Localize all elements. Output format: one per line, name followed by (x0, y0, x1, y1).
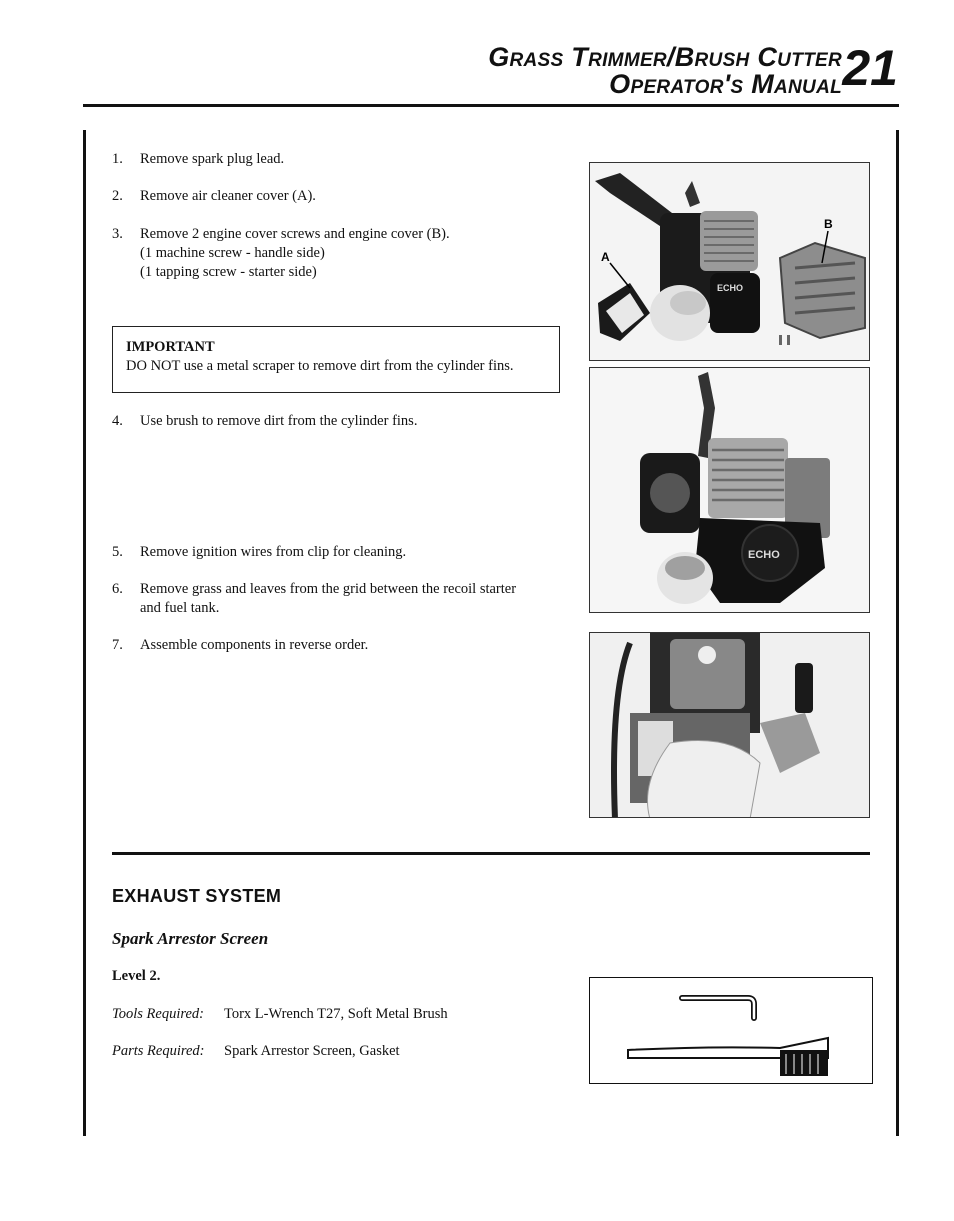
callout-label-a: A (601, 250, 610, 264)
engine-cover-illustration (590, 163, 870, 361)
step-7 (112, 636, 562, 655)
parts-required-value: Spark Arrestor Screen, Gasket (224, 1043, 400, 1059)
important-notice (112, 326, 560, 393)
wire-brush-icon (628, 1038, 828, 1076)
step-number: 2. (112, 188, 123, 204)
step-number: 4. (112, 413, 123, 429)
step-text: Remove ignition wires from clip for cleaning. (140, 544, 407, 560)
step-text: (1 tapping screw - starter side) (140, 264, 317, 280)
figure-cylinder-fins (589, 367, 870, 613)
callout-label-b: B (824, 217, 833, 231)
left-margin-bar (83, 130, 86, 1136)
step-1 (112, 150, 562, 169)
header-rule (83, 104, 899, 107)
manual-title-line2: Operator's Manual (609, 69, 842, 99)
page-number: 21 (842, 40, 898, 96)
tools-required-value: Torx L-Wrench T27, Soft Metal Brush (224, 1006, 448, 1022)
step-text: Remove air cleaner cover (A). (140, 188, 316, 204)
tools-illustration (590, 978, 873, 1084)
cylinder-fins-illustration (590, 368, 870, 613)
tools-required (112, 1006, 448, 1023)
tools-required-label: Tools Required: (112, 1006, 204, 1022)
parts-required-label: Parts Required: (112, 1043, 205, 1059)
parts-required (112, 1043, 400, 1060)
step-2 (112, 187, 562, 206)
manual-title (488, 44, 842, 98)
step-number: 1. (112, 151, 123, 167)
figure-recoil-grid (589, 632, 870, 818)
right-margin-bar (896, 130, 899, 1136)
manual-title-line1: Grass Trimmer/Brush Cutter (488, 42, 842, 72)
echo-logo: ECHO (717, 283, 744, 293)
step-text: and fuel tank. (140, 600, 220, 616)
step-text: Use brush to remove dirt from the cylinder fins. (140, 413, 418, 429)
section-title: EXHAUST SYSTEM (112, 886, 282, 906)
level-label: Level 2. (112, 968, 161, 984)
step-text: Remove grass and leaves from the grid between the recoil starter (140, 581, 517, 597)
subsection-title: Spark Arrestor Screen (112, 929, 269, 948)
echo-logo: ECHO (748, 549, 780, 561)
step-text: Remove spark plug lead. (140, 151, 285, 167)
recoil-grid-illustration (590, 633, 870, 818)
section-rule (112, 852, 870, 855)
step-number: 6. (112, 581, 123, 597)
important-heading: IMPORTANT (126, 339, 215, 355)
step-6 (112, 580, 562, 618)
step-number: 7. (112, 637, 123, 653)
figure-tools (589, 977, 873, 1084)
step-text: (1 machine screw - handle side) (140, 245, 325, 261)
step-text: Assemble components in reverse order. (140, 637, 369, 653)
step-number: 3. (112, 226, 123, 242)
step-3 (112, 225, 562, 282)
figure-engine-cover-removal (589, 162, 870, 361)
important-text: DO NOT use a metal scraper to remove dirt from the cylinder fins. (126, 358, 514, 374)
step-5 (112, 543, 562, 562)
step-4 (112, 412, 562, 431)
l-wrench-icon (682, 998, 754, 1018)
step-number: 5. (112, 544, 123, 560)
step-text: Remove 2 engine cover screws and engine cover (B). (140, 226, 450, 242)
